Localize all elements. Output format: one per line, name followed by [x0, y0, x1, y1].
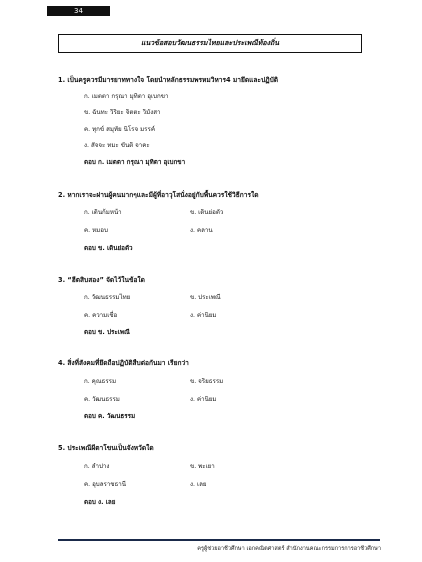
question-3-option-b: ข. ประเพณี	[190, 294, 221, 301]
question-4-option-b: ข. จริยธรรม	[190, 378, 224, 385]
question-2-answer: ตอบ ข. เดินย่อตัว	[84, 245, 133, 252]
page-number: 34	[47, 6, 110, 16]
question-3-answer: ตอบ ข. ประเพณี	[84, 329, 130, 336]
question-1-option-d: ง. สัจจะ ทมะ ขันติ จาคะ	[84, 142, 150, 149]
footer-text: ครูผู้ช่วยอาชีวศึกษา เอกคณิตศาสตร์ สำนักงานคณะกรรมการการอาชีวศึกษา	[197, 546, 381, 552]
question-3-option-d: ง. ค่านิยม	[190, 312, 217, 319]
question-2: 2. หากเราจะผ่านผู้คนมากๆและมีผู้ที่อาวุโสนั่งอยู่กับพื้นควรใช้วิธีการใด	[58, 191, 259, 199]
question-1-option-c: ค. ทุกข์ สมุทัย นิโรจ มรรค์	[84, 126, 155, 133]
question-1-option-b: ข. ฉันทะ วิริยะ จิตตะ วิมังสา	[84, 109, 161, 116]
question-5-option-a: ก. ลำปาง	[84, 463, 110, 470]
question-4-option-a: ก. คุณธรรม	[84, 378, 117, 385]
question-2-option-b: ข. เดินย่อตัว	[190, 209, 224, 216]
question-5-option-b: ข. พะเยา	[190, 463, 215, 470]
question-5-option-d: ง. เลย	[190, 481, 207, 488]
question-5-answer: ตอบ ง. เลย	[84, 499, 116, 506]
question-4-answer: ตอบ ค. วัฒนธรรม	[84, 413, 136, 420]
question-1: 1. เป็นครูควรมีมารยาททางใจ โดยนำหลักธรรมพรหมวิหาร4 มายึดและปฏิบัติ	[58, 76, 279, 84]
question-1-answer: ตอบ ก. เมตตา กรุณา มุทิตา อุเบกขา	[84, 159, 186, 166]
question-5: 5. ประเพณีผีตาโขนเป็นจังหวัดใด	[58, 444, 154, 452]
question-3: 3. “ฮีตสิบสอง” จัดไว้ในข้อใด	[58, 276, 145, 284]
question-4-option-c: ค. วัฒนธรรม	[84, 396, 120, 403]
page-title: แนวข้อสอบวัฒนธรรมไทยและประเพณีท้องถิ่น	[58, 34, 362, 53]
question-2-option-d: ง. คลาน	[190, 227, 213, 234]
question-5-option-c: ค. อุบลราชธานี	[84, 481, 126, 488]
question-4: 4. สิ่งที่สังคมที่ยึดถือปฏิบัติสืบต่อกันมา เรียกว่า	[58, 359, 189, 367]
question-1-option-a: ก. เมตตา กรุณา มุทิตา อุเบกขา	[84, 93, 169, 100]
question-3-option-a: ก. วัฒนธรรมไทย	[84, 294, 131, 301]
question-2-option-c: ค. หมอบ	[84, 227, 108, 234]
footer-divider	[58, 539, 380, 541]
question-4-option-d: ง. ค่านิยม	[190, 396, 217, 403]
question-3-option-c: ค. ความเชื่อ	[84, 312, 118, 319]
question-2-option-a: ก. เดินก้มหน้า	[84, 209, 122, 216]
